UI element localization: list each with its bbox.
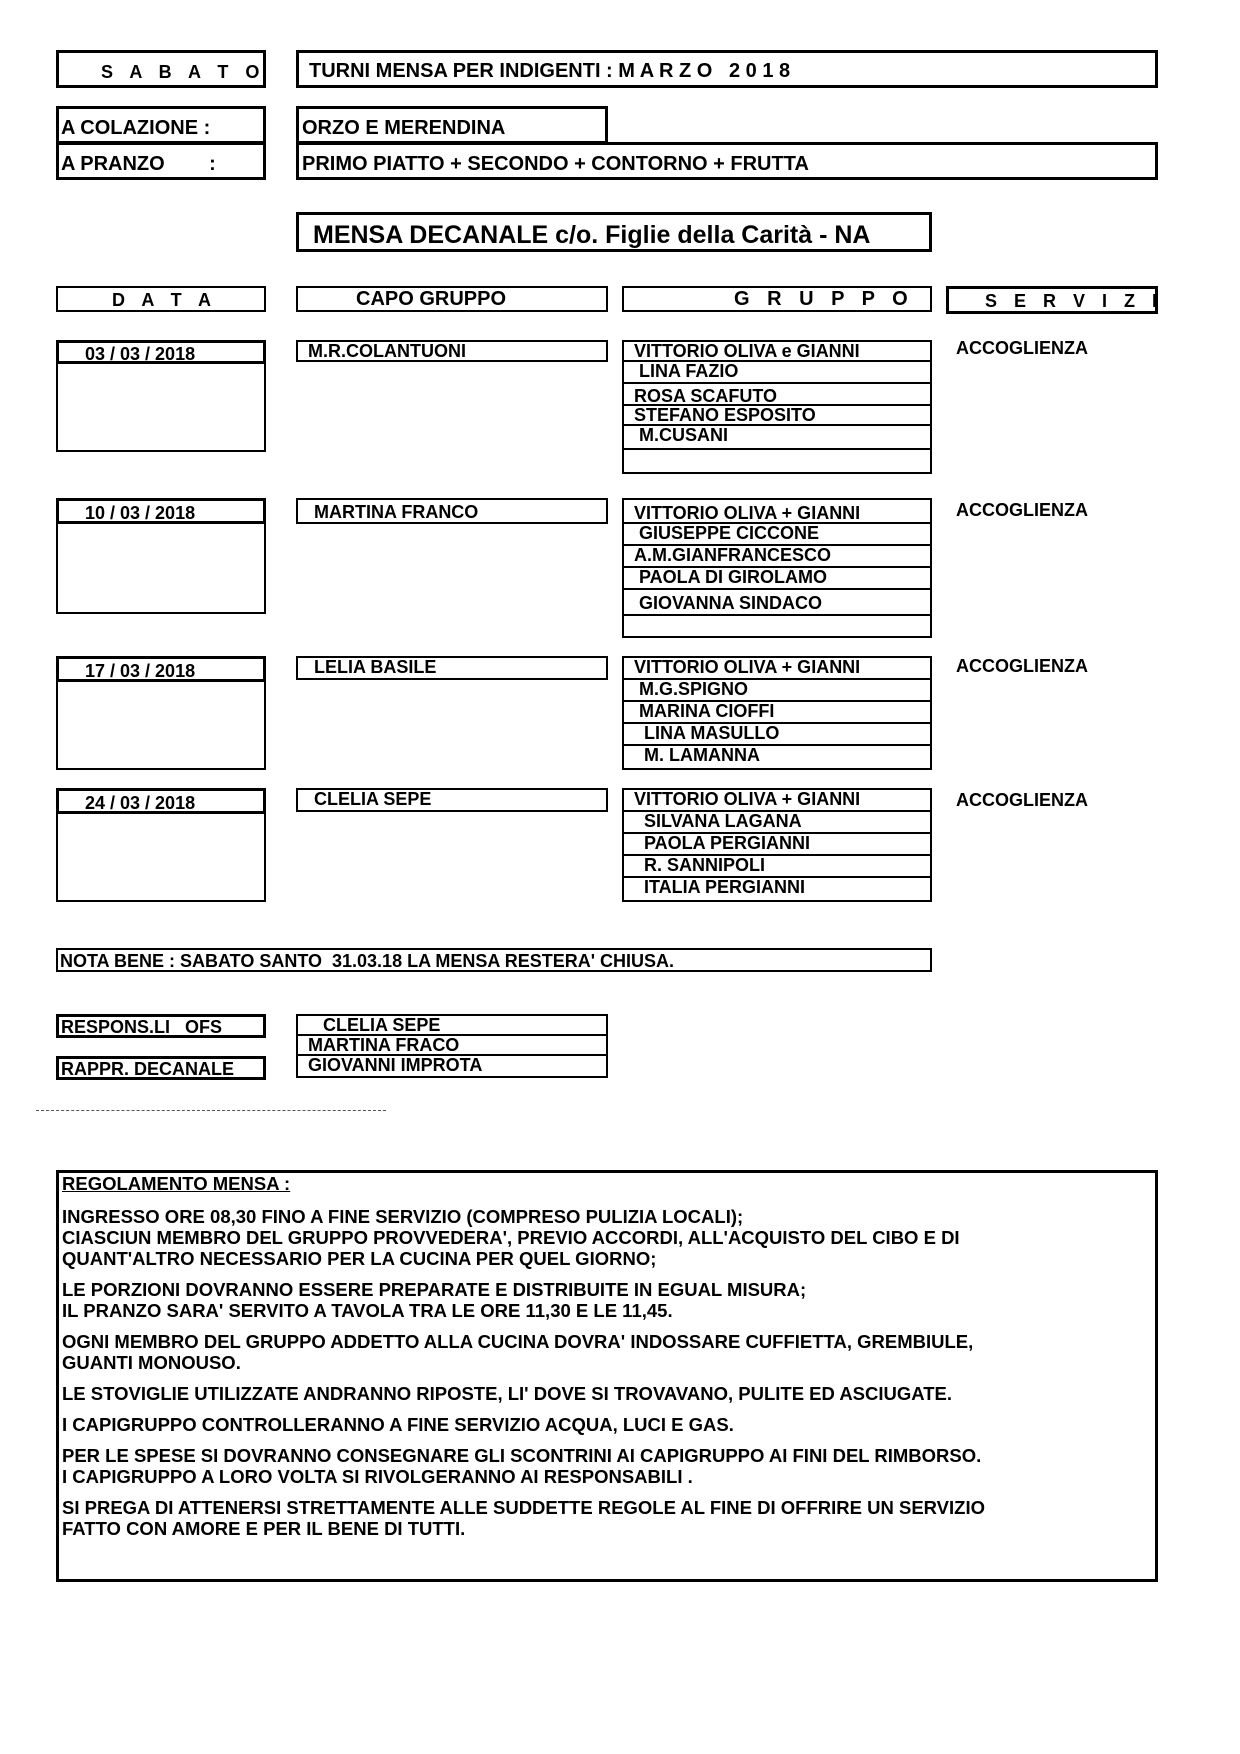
member-cell: LINA FAZIO	[622, 360, 932, 384]
note-text: NOTA BENE : SABATO SANTO 31.03.18 LA MENSA RESTERA' CHIUSA.	[60, 951, 675, 971]
member-cell: STEFANO ESPOSITO	[622, 404, 932, 426]
service-label: ACCOGLIENZA	[956, 790, 1088, 810]
responsible-name: MARTINA FRACO	[296, 1034, 608, 1056]
breakfast-label-box	[56, 106, 266, 144]
member-cell: VITTORIO OLIVA + GIANNI	[622, 656, 932, 680]
day-label: S A B A T O	[101, 62, 266, 82]
rules-paragraph: I CAPIGRUPPO CONTROLLERANNO A FINE SERVIZIO ACQUA, LUCI E GAS.	[62, 1414, 734, 1435]
leader-cell: MARTINA FRANCO	[296, 498, 608, 524]
col-services-header: S E R V I Z I	[946, 286, 1158, 314]
rules-paragraph: PER LE SPESE SI DOVRANNO CONSEGNARE GLI SCONTRINI AI CAPIGRUPPO AI FINI DEL RIMBORSO. I CAPIGRUPPO A LORO VOLTA SI RIVOLGERANNO AI RESPONSABILI .	[62, 1445, 982, 1487]
ofs-label: RESPONS.LI OFS	[61, 1017, 223, 1037]
member-cell: VITTORIO OLIVA + GIANNI	[622, 498, 932, 524]
rules-paragraph: SI PREGA DI ATTENERSI STRETTAMENTE ALLE SUDDETTE REGOLE AL FINE DI OFFRIRE UN SERVIZIO FATTO CON AMORE E PER IL BENE DI TUTTI.	[62, 1497, 985, 1539]
service-label: ACCOGLIENZA	[956, 338, 1088, 358]
member-cell: GIOVANNA SINDACO	[622, 588, 932, 616]
member-cell: LINA MASULLO	[622, 722, 932, 746]
responsible-name: CLELIA SEPE	[296, 1014, 608, 1036]
col-leader-header: CAPO GRUPPO	[296, 286, 608, 312]
title-box	[296, 50, 1158, 88]
member-cell: MARINA CIOFFI	[622, 700, 932, 724]
member-cell: GIUSEPPE CICCONE	[622, 522, 932, 546]
date-cell: 03 / 03 / 2018	[56, 340, 266, 364]
member-cell: R. SANNIPOLI	[622, 854, 932, 878]
rules-box	[56, 1170, 1158, 1582]
day-box	[56, 50, 266, 88]
venue-title: MENSA DECANALE c/o. Figlie della Carità - NA	[313, 221, 871, 249]
lunch-label-box	[56, 142, 266, 180]
col-group-header: G R U P P O	[622, 286, 932, 312]
breakfast-value-box	[296, 106, 608, 144]
member-cell: SILVANA LAGANA	[622, 810, 932, 834]
date-cell: 10 / 03 / 2018	[56, 498, 266, 524]
rules-paragraph: LE PORZIONI DOVRANNO ESSERE PREPARATE E DISTRIBUITE IN EGUAL MISURA; IL PRANZO SARA' SERVITO A TAVOLA TRA LE ORE 11,30 E LE 11,45.	[62, 1279, 807, 1321]
separator-line	[36, 1110, 386, 1111]
leader-cell: LELIA BASILE	[296, 656, 608, 680]
note-box	[56, 948, 932, 972]
rules-title: REGOLAMENTO MENSA :	[62, 1173, 291, 1194]
breakfast-value: ORZO E MERENDINA	[302, 117, 506, 139]
service-label: ACCOGLIENZA	[956, 500, 1088, 520]
member-cell: M.G.SPIGNO	[622, 678, 932, 702]
page-title: TURNI MENSA PER INDIGENTI : M A R Z O 2 0 1 8	[309, 60, 791, 82]
member-cell: VITTORIO OLIVA + GIANNI	[622, 788, 932, 812]
rep-label: RAPPR. DECANALE	[61, 1059, 235, 1079]
rules-paragraph: INGRESSO ORE 08,30 FINO A FINE SERVIZIO (COMPRESO PULIZIA LOCALI); CIASCIUN MEMBRO DEL GRUPPO PROVVEDERA', PREVIO ACCORDI, ALL'ACQUISTO DEL CIBO E DI QUANT'ALTRO NECESSARIO PER LA CUCINA PER QUEL GIORNO;	[62, 1206, 960, 1269]
rep-label-box	[56, 1056, 266, 1080]
leader-cell: CLELIA SEPE	[296, 788, 608, 812]
lunch-value-box	[296, 142, 1158, 180]
breakfast-label: A COLAZIONE :	[61, 117, 211, 139]
member-cell	[622, 614, 932, 638]
member-cell: PAOLA PERGIANNI	[622, 832, 932, 856]
date-cell: 17 / 03 / 2018	[56, 656, 266, 682]
col-date-header: D A T A	[56, 286, 266, 312]
member-cell: M. LAMANNA	[622, 744, 932, 770]
rules-paragraph: OGNI MEMBRO DEL GRUPPO ADDETTO ALLA CUCINA DOVRA' INDOSSARE CUFFIETTA, GREMBIULE, GUANTI MONOUSO.	[62, 1331, 974, 1373]
leader-cell: M.R.COLANTUONI	[296, 340, 608, 362]
lunch-label: A PRANZO :	[61, 153, 216, 175]
date-cell: 24 / 03 / 2018	[56, 788, 266, 814]
member-cell: PAOLA DI GIROLAMO	[622, 566, 932, 590]
rules-paragraph: LE STOVIGLIE UTILIZZATE ANDRANNO RIPOSTE, LI' DOVE SI TROVAVANO, PULITE ED ASCIUGATE.	[62, 1383, 953, 1404]
member-cell	[622, 448, 932, 474]
responsible-name: GIOVANNI IMPROTA	[296, 1054, 608, 1078]
member-cell: A.M.GIANFRANCESCO	[622, 544, 932, 568]
member-cell: ROSA SCAFUTO	[622, 382, 932, 406]
service-label: ACCOGLIENZA	[956, 656, 1088, 676]
member-cell: M.CUSANI	[622, 424, 932, 450]
venue-box	[296, 212, 932, 252]
lunch-value: PRIMO PIATTO + SECONDO + CONTORNO + FRUTTA	[302, 153, 809, 175]
member-cell: VITTORIO OLIVA e GIANNI	[622, 340, 932, 362]
ofs-label-box	[56, 1014, 266, 1038]
member-cell: ITALIA PERGIANNI	[622, 876, 932, 902]
